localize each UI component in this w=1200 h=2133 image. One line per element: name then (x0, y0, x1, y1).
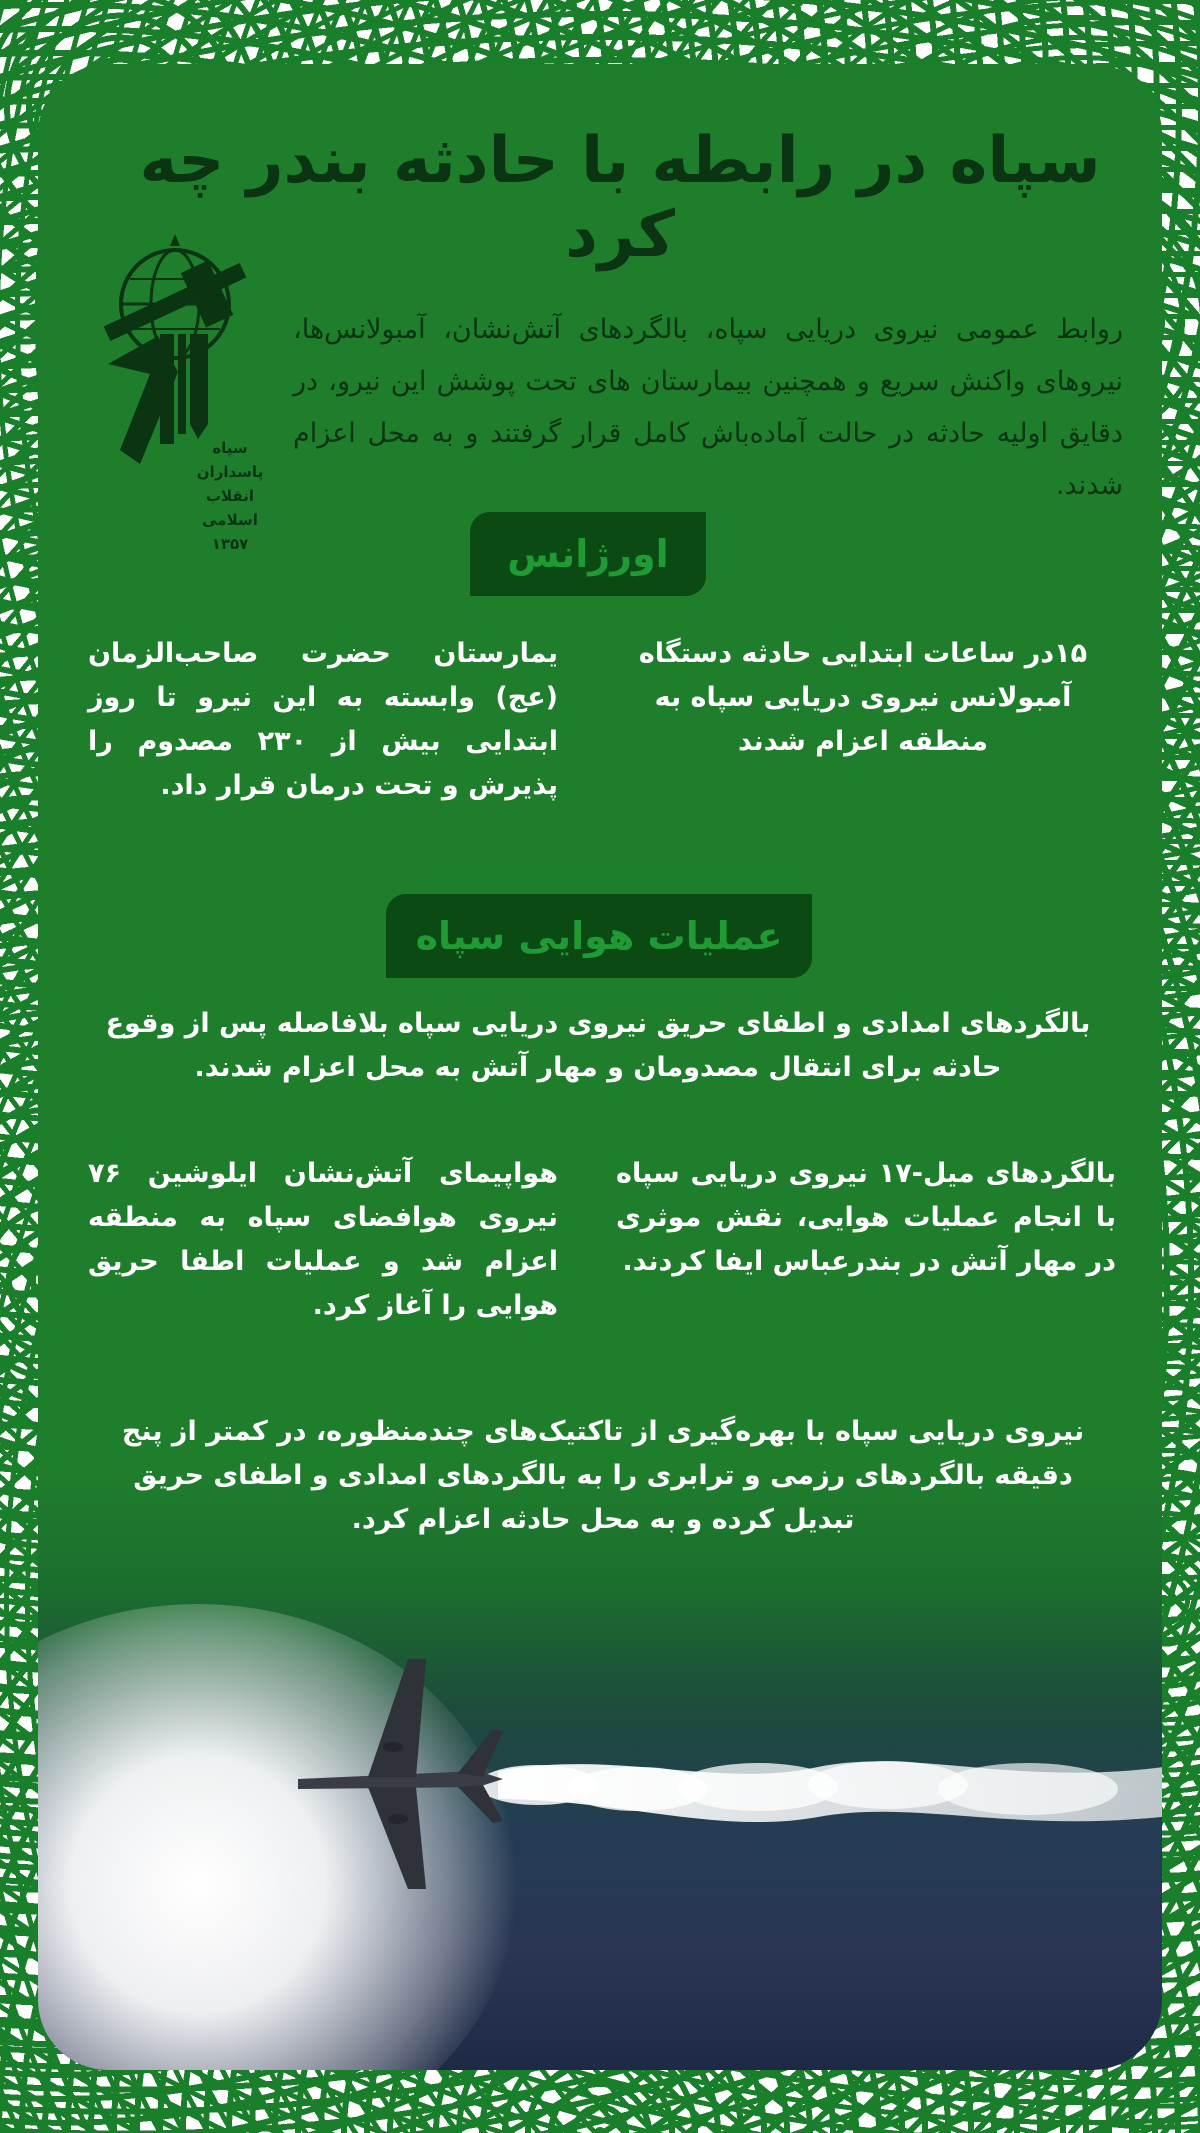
hospital-paragraph: یمارستان حضرت صاحب‌الزمان (عج) وابسته به این نیرو تا روز ابتدایی بیش از ۲۳۰ مصدوم را پذیرش و تحت درمان قرار داد. (88, 638, 558, 801)
infographic-card (38, 64, 1162, 2070)
ilyushin-paragraph: هواپیمای آتش‌نشان ایلوشین ۷۶ نیروی هوافضای سپاه به منطقه اعزام شد و عملیات اطفا حریق هوایی را آغاز کرد. (88, 1158, 558, 1321)
helicopters-dispatch-paragraph: بالگردهای امدادی و اطفای حریق نیروی دریایی سپاه بلافاصله پس از وقوع حادثه برای انتقال مصدومان و مهار آتش به محل اعزام شدند. (105, 1008, 1091, 1083)
air-operations-heading: عملیات هوایی سپاه (386, 894, 812, 978)
tactics-paragraph: نیروی دریایی سپاه با بهره‌گیری از تاکتیک‌های چندمنظوره، در کمتر از پنج دقیقه بالگردهای رزمی و ترابری را به بالگردهای امدادی و اطفای حریق تبدیل کرده و به محل حادثه اعزام کرد. (121, 1416, 1085, 1535)
mi17-paragraph: بالگردهای میل-۱۷ نیروی دریایی سپاه با انجام عملیات هوایی، نقش موثری در مهار آتش در بندرعباس ایفا کردند. (616, 1158, 1116, 1277)
emergency-heading: اورژانس (470, 512, 706, 596)
airplane-icon (298, 1639, 1162, 1919)
page-title: سپاه در رابطه با حادثه بندر چه کرد (139, 124, 1101, 272)
emblem-caption: سپاه پاسداران انقلاب اسلامی ۱۳۵۷ (196, 439, 264, 553)
intro-paragraph: روابط عمومی نیروی دریایی سپاه، بالگردهای آتش‌نشان، آمبولانس‌ها، نیروهای واکنش سریع و همچنین بیمارستان های تحت پوشش این نیرو، در دقایق اولیه حادثه در حالت آماده‌باش کامل قرار گرفتند و به محل اعزام شدند. (293, 314, 1123, 501)
ambulance-paragraph: ۱۵در ساعات ابتدایی حادثه دستگاه آمبولانس نیروی دریایی سپاه به منطقه اعزام شدند (638, 638, 1088, 757)
